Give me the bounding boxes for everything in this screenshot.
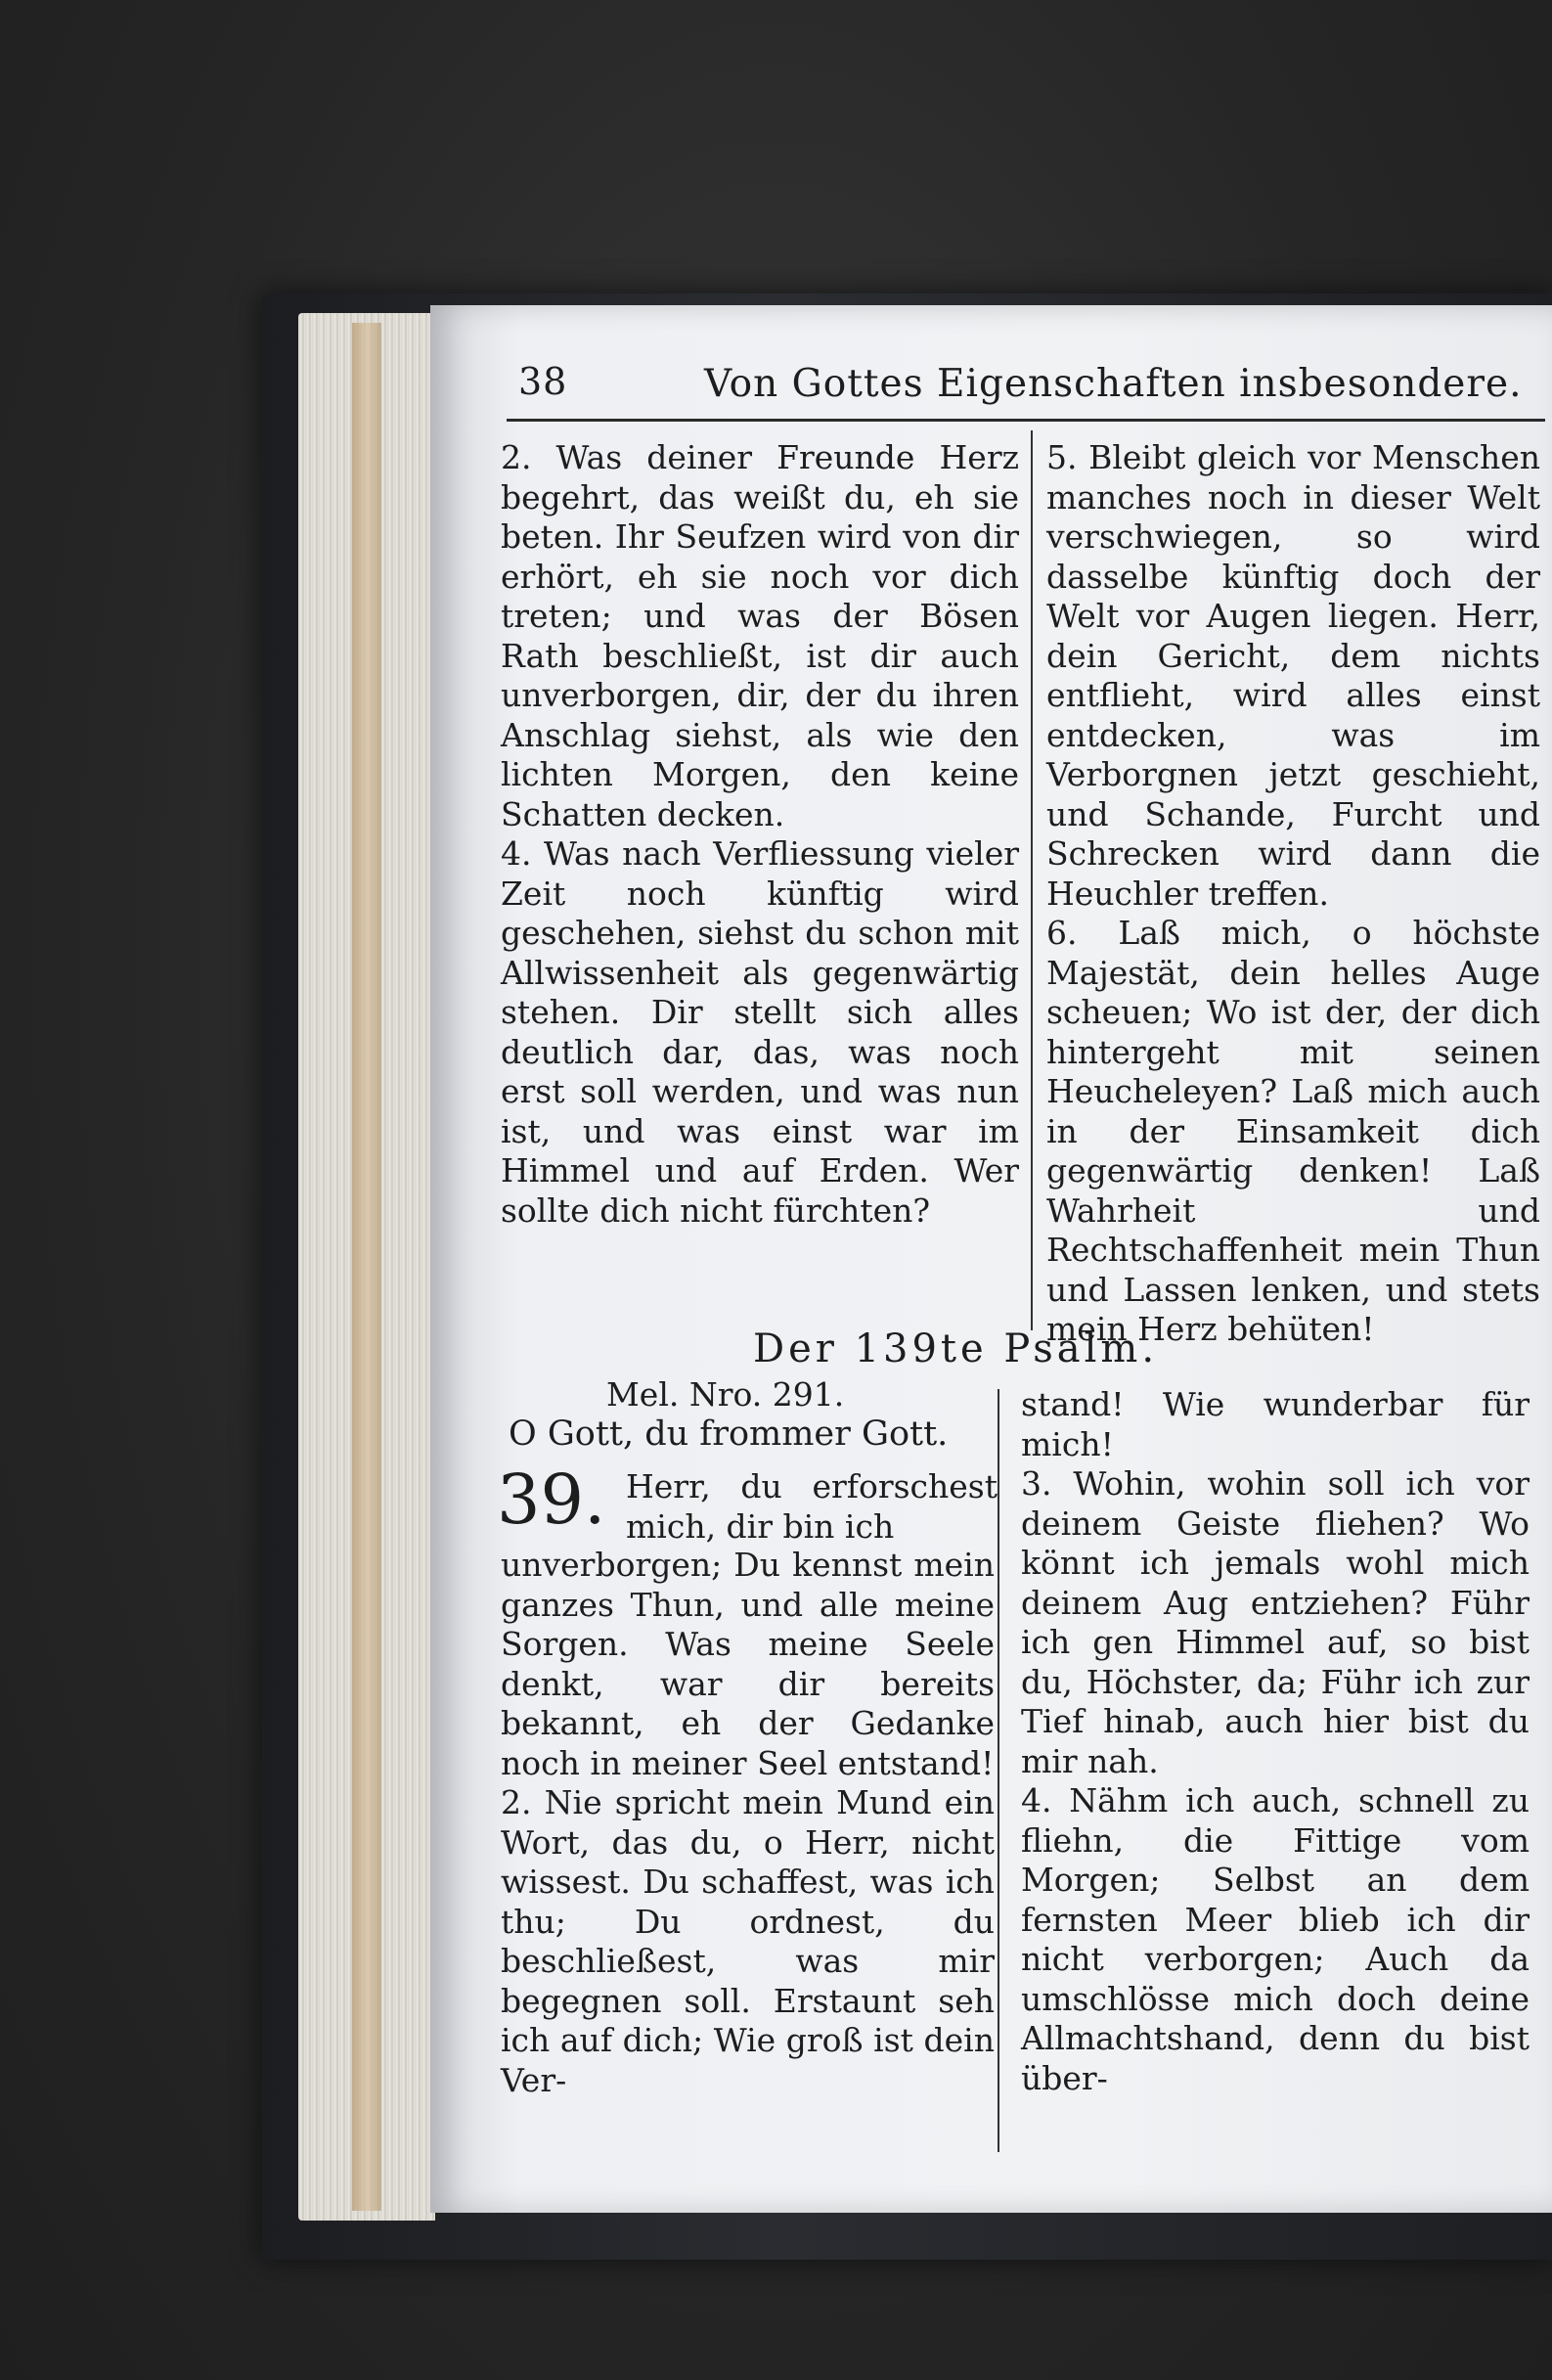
verse-paragraph: 2. Was deiner Freunde Herz begehrt, das weißt du, eh sie beten. Ihr Seufzen wird von dir erhört, eh sie noch vor dich treten; und was der Bösen Rath beschließt, ist dir auch unverborgen, dir, der du ihren Anschlag siehst, als wie den lichten Morgen, den keine Schatten decken. [501, 438, 1019, 833]
left-column-top [501, 438, 1019, 1231]
page-header [518, 360, 1535, 419]
hymn-number: 39. [497, 1459, 606, 1540]
right-column-bottom [1021, 1385, 1530, 2098]
verse-paragraph: 2. Nie spricht mein Mund ein Wort, das du, o Herr, nicht wissest. Du schaffest, was ich thu; Du ordnest, du beschließest, was mir begegnen soll. Erstaunt seh ich auf dich; Wie groß ist dein Ver- [501, 1783, 995, 2099]
verse-paragraph: 4. Was nach Verfliessung vieler Zeit noch künftig wird geschehen, siehst du schon mit Allwissenheit als gegenwärtig stehen. Dir stellt sich alles deutlich dar, das, was noch erst soll werden, und was nun ist, und was einst war im Himmel und auf Erden. Wer sollte dich nicht fürchten? [501, 834, 1019, 1230]
left-column-bottom [501, 1546, 995, 2100]
column-divider-top [1031, 430, 1033, 1330]
hymn-tune: O Gott, du frommer Gott. [509, 1415, 949, 1454]
verse-paragraph: stand! Wie wunderbar für mich! [1021, 1385, 1530, 1463]
verse-paragraph: unverborgen; Du kennst mein ganzes Thun, und alle meine Sorgen. Was meine Seele denkt, war dir bereits bekannt, eh der Gedanke noch in meiner Seel entstand! [501, 1546, 995, 1782]
verse-paragraph: 4. Nähm ich auch, schnell zu fliehn, die Fittige vom Morgen; Selbst an dem fernsten Meer blieb ich dir nicht verborgen; Auch da umschlösse mich doch deine Allmachtshand, denn du bist über- [1021, 1781, 1530, 2097]
verse-paragraph: 6. Laß mich, o höchste Majestät, dein helles Auge scheuen; Wo ist der, der dich hintergeht mit seinen Heucheleyen? Laß mich auch in der Einsamkeit dich gegenwärtig denken! Laß Wahrheit und Rechtschaffenheit mein Thun und Lassen lenken, und stets mein Herz behüten! [1046, 914, 1540, 1348]
right-column-top [1046, 438, 1540, 1350]
hymn-first-line: Herr, du erforschest mich, dir bin ich [626, 1467, 998, 1546]
page-edges-stain [352, 323, 381, 2211]
page-number: 38 [518, 360, 568, 403]
verse-paragraph: 3. Wohin, wohin soll ich vor deinem Geiste fliehen? Wo könnt ich jemals wohl mich deinem Aug entziehen? Führ ich gen Himmel auf, so bist du, Höchster, da; Führ ich zur Tief hinab, auch hier bist du mir nah. [1021, 1464, 1530, 1780]
verse-paragraph: 5. Bleibt gleich vor Menschen manches noch in dieser Welt verschwiegen, so wird dasselbe künftig doch der Welt vor Augen liegen. Herr, dein Gericht, dem nichts entflieht, wird alles einst entdecken, was im Verborgnen jetzt geschieht, und Schande, Furcht und Schrecken wird dann die Heuchler treffen. [1046, 438, 1540, 913]
header-rule [507, 419, 1545, 422]
running-title: Von Gottes Eigenschaften insbesondere. [704, 362, 1523, 406]
melody-reference: Mel. Nro. 291. [606, 1375, 845, 1414]
psalm-heading: Der 139te Psalm. [753, 1326, 1159, 1371]
column-divider-bottom [998, 1389, 999, 2152]
